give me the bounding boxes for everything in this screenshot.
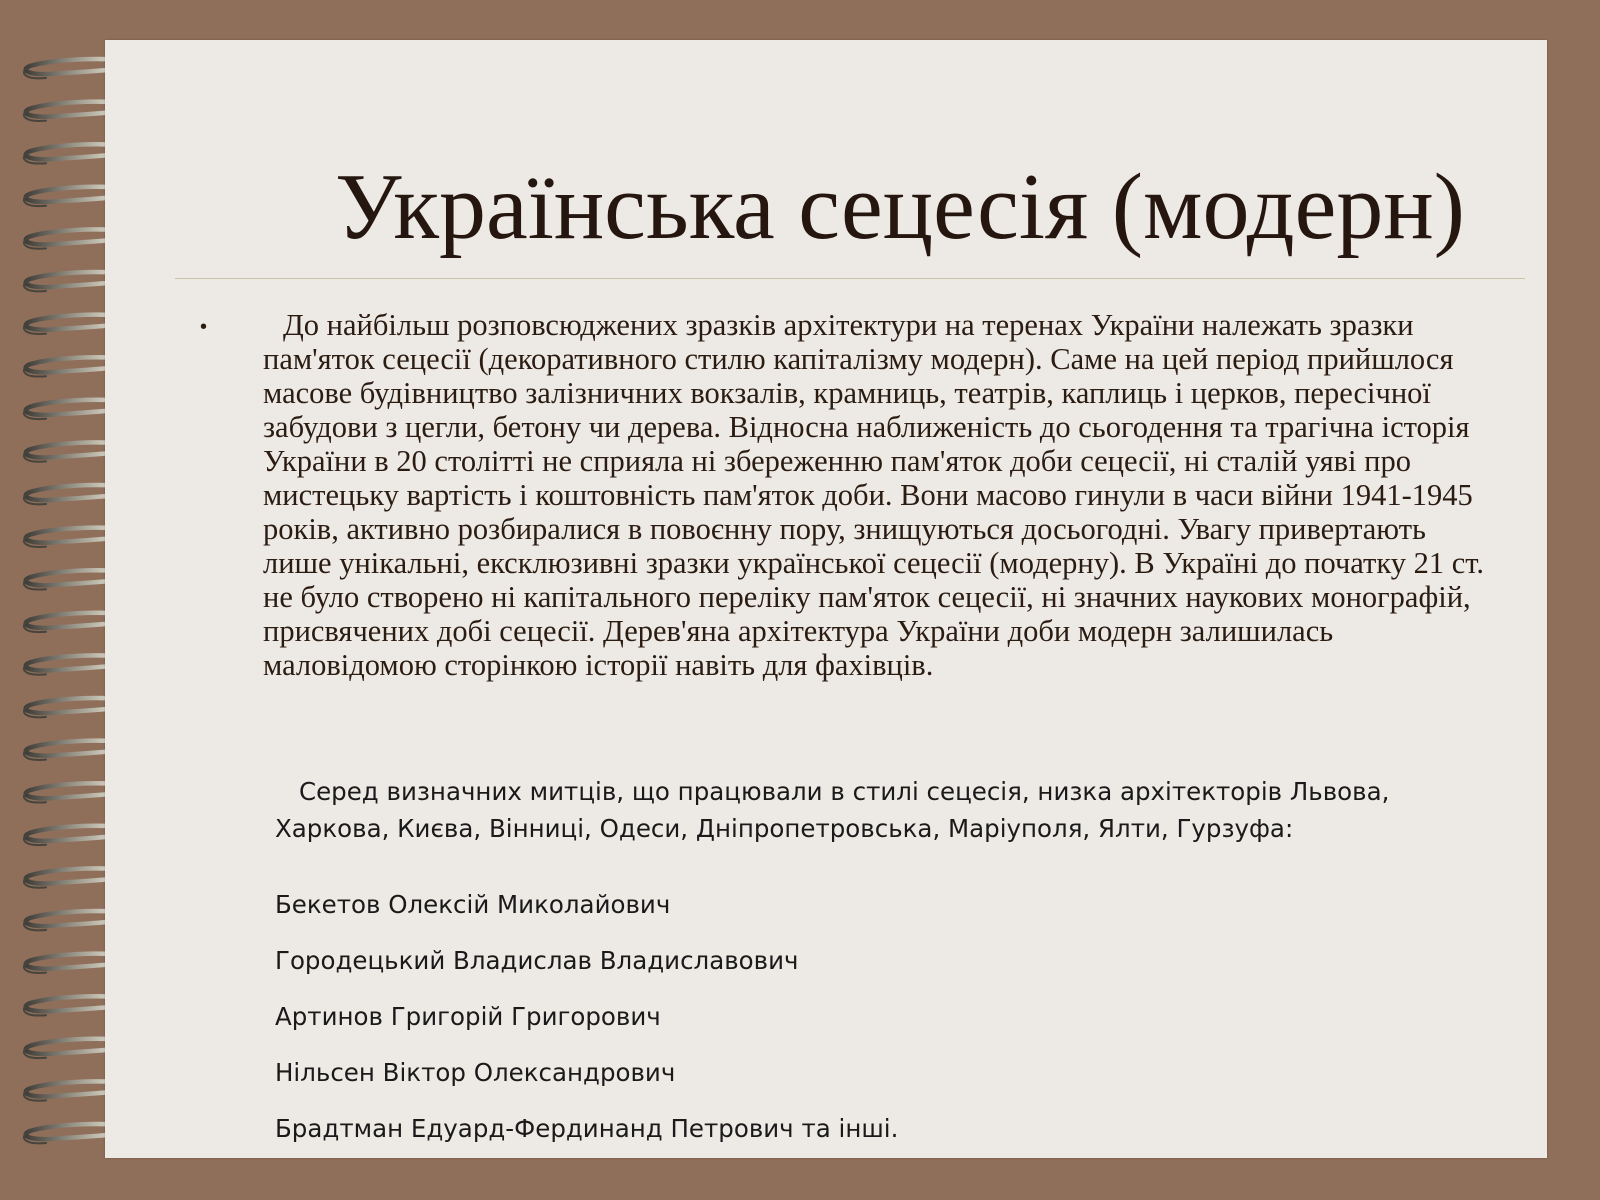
slide-page	[105, 40, 1547, 1158]
slide-title: Українська сецесія (модерн)	[335, 155, 1465, 259]
architect-name: Бекетов Олексій Миколайович	[275, 890, 671, 919]
architects-list	[275, 888, 898, 1158]
architect-name: Брадтман Едуард-Фердинанд Петрович та інші.	[275, 1114, 899, 1143]
architect-name: Городецький Владислав Владиславович	[275, 946, 799, 975]
bullet-marker: •	[200, 316, 208, 338]
architects-intro: Серед визначних митців, що працювали в стилі сецесія, низка архітекторів Львова, Харкова, Києва, Вінниці, Одеси, Дніпропетровська, Маріуполя, Ялти, Гурзуфа:	[275, 777, 1390, 843]
title-divider	[175, 278, 1525, 279]
architect-name: Нільсен Віктор Олександрович	[275, 1058, 676, 1087]
main-paragraph: До найбільш розповсюджених зразків архітектури на теренах України належать зразки пам'яток сецесії (декоративного стилю капіталізму модерн). Саме на цей період прийшлося масове будівництво залізничних вокзалів, крамниць, театрів, каплиць і церков, пересічної забудови з цегли, бетону чи дерева. Відносна наближеність до сьогодення та трагічна історія України в 20 столітті не сприяла ні збереженню пам'яток доби сецесії, ні сталій уяві про мистецьку вартість і коштовність пам'яток доби. Вони масово гинули в часи війни 1941-1945 років, активно розбиралися в повоєнну пору, знищуються досьогодні. Увагу привертають лише унікальні, ексклюзивні зразки української сецесії (модерну). В Україні до початку 21 ст. не було створено ні капітального переліку пам'яток сецесії, ні значних наукових монографій, присвячених добі сецесії. Дерев'яна архітектура України доби модерн залишилась маловідомою сторінкою історії навіть для фахівців.	[263, 308, 1484, 682]
architect-name: Артинов Григорій Григорович	[275, 1002, 661, 1031]
